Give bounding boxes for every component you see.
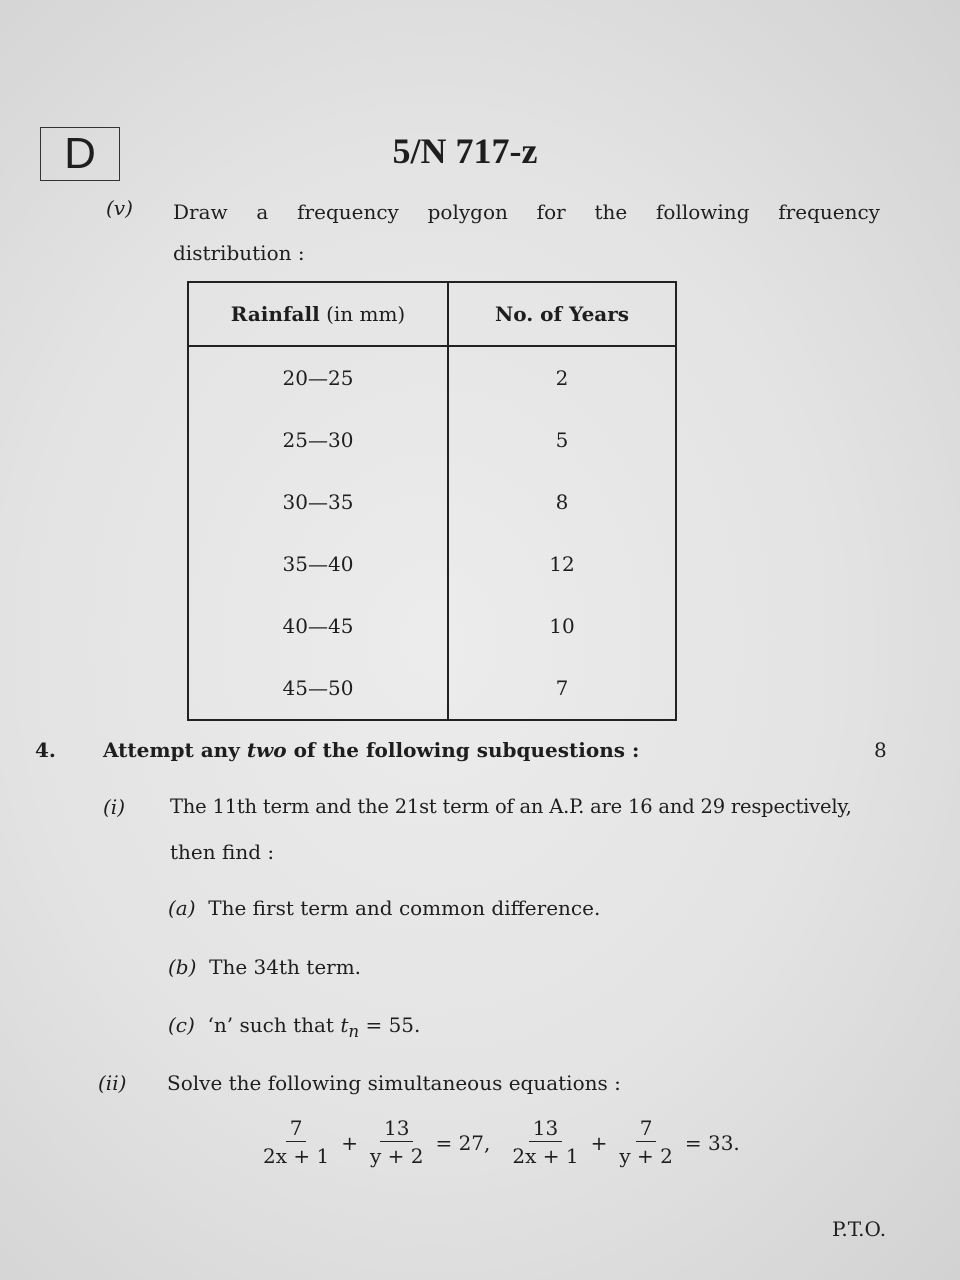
pto-label: P.T.O. xyxy=(832,1217,887,1241)
table-row xyxy=(188,657,676,720)
word: frequency xyxy=(297,200,399,224)
cell-years: 2 xyxy=(448,346,676,409)
cell-years: 12 xyxy=(448,533,676,595)
subquestion-text-line2: then find : xyxy=(170,840,275,864)
marks: 8 xyxy=(874,738,887,762)
fraction: $\frac{13}{y + 2}$ xyxy=(369,1116,424,1168)
word: for xyxy=(536,200,566,224)
subquestion-label: (ii) xyxy=(98,1071,127,1095)
cell-range: 30—35 xyxy=(188,471,448,533)
table-row xyxy=(188,409,676,471)
cell-range: 45—50 xyxy=(188,657,448,720)
word: a xyxy=(256,200,269,224)
question-number: 4. xyxy=(35,738,56,762)
question-text-line2: distribution : xyxy=(173,241,305,265)
header-years: No. of Years xyxy=(448,282,676,346)
cell-years: 8 xyxy=(448,471,676,533)
subquestion-text: Solve the following simultaneous equations : xyxy=(167,1071,621,1095)
table-row xyxy=(188,533,676,595)
paper-code: 5/N 717-z xyxy=(392,131,538,171)
equations: $\frac{7}{2x + 1}$ + $\frac{13}{y + 2}$ = 27, $\frac{13}{2x + 1}$ + $\frac{7}{y + 2}$ = 33. xyxy=(255,1115,744,1170)
part-b: (b) The 34th term. xyxy=(168,955,362,979)
subquestion-text: The 11th term and the 21st term of an A.P. are 16 and 29 respectively, xyxy=(170,795,852,818)
word: Draw xyxy=(173,200,228,224)
cell-range: 35—40 xyxy=(188,533,448,595)
question-text xyxy=(173,200,880,224)
cell-years: 5 xyxy=(448,409,676,471)
cell-years: 10 xyxy=(448,595,676,657)
fraction: $\frac{7}{2x + 1}$ xyxy=(263,1116,330,1168)
cell-years: 7 xyxy=(448,657,676,720)
header-rainfall: Rainfall (in mm) xyxy=(188,282,448,346)
table-header-row xyxy=(188,282,676,346)
word: frequency xyxy=(778,200,880,224)
part-a: (a) The first term and common difference. xyxy=(168,896,601,920)
table-row xyxy=(188,471,676,533)
part-c: (c) ‘n’ such that $t_n = 55$. xyxy=(168,1013,421,1041)
question-label: (v) xyxy=(106,196,133,220)
table-row xyxy=(188,346,676,409)
cell-range: 20—25 xyxy=(188,346,448,409)
word: polygon xyxy=(427,200,508,224)
subquestion-label: (i) xyxy=(103,795,126,819)
question-heading: Attempt any two of the following subquestions : xyxy=(103,738,640,762)
fraction: $\frac{13}{2x + 1}$ xyxy=(512,1116,579,1168)
cell-range: 25—30 xyxy=(188,409,448,471)
fraction: $\frac{7}{y + 2}$ xyxy=(619,1116,673,1168)
table-row xyxy=(188,595,676,657)
set-code-box: D xyxy=(40,127,120,181)
cell-range: 40—45 xyxy=(188,595,448,657)
word: the xyxy=(594,200,628,224)
frequency-table xyxy=(187,281,677,721)
word: following xyxy=(656,200,750,224)
